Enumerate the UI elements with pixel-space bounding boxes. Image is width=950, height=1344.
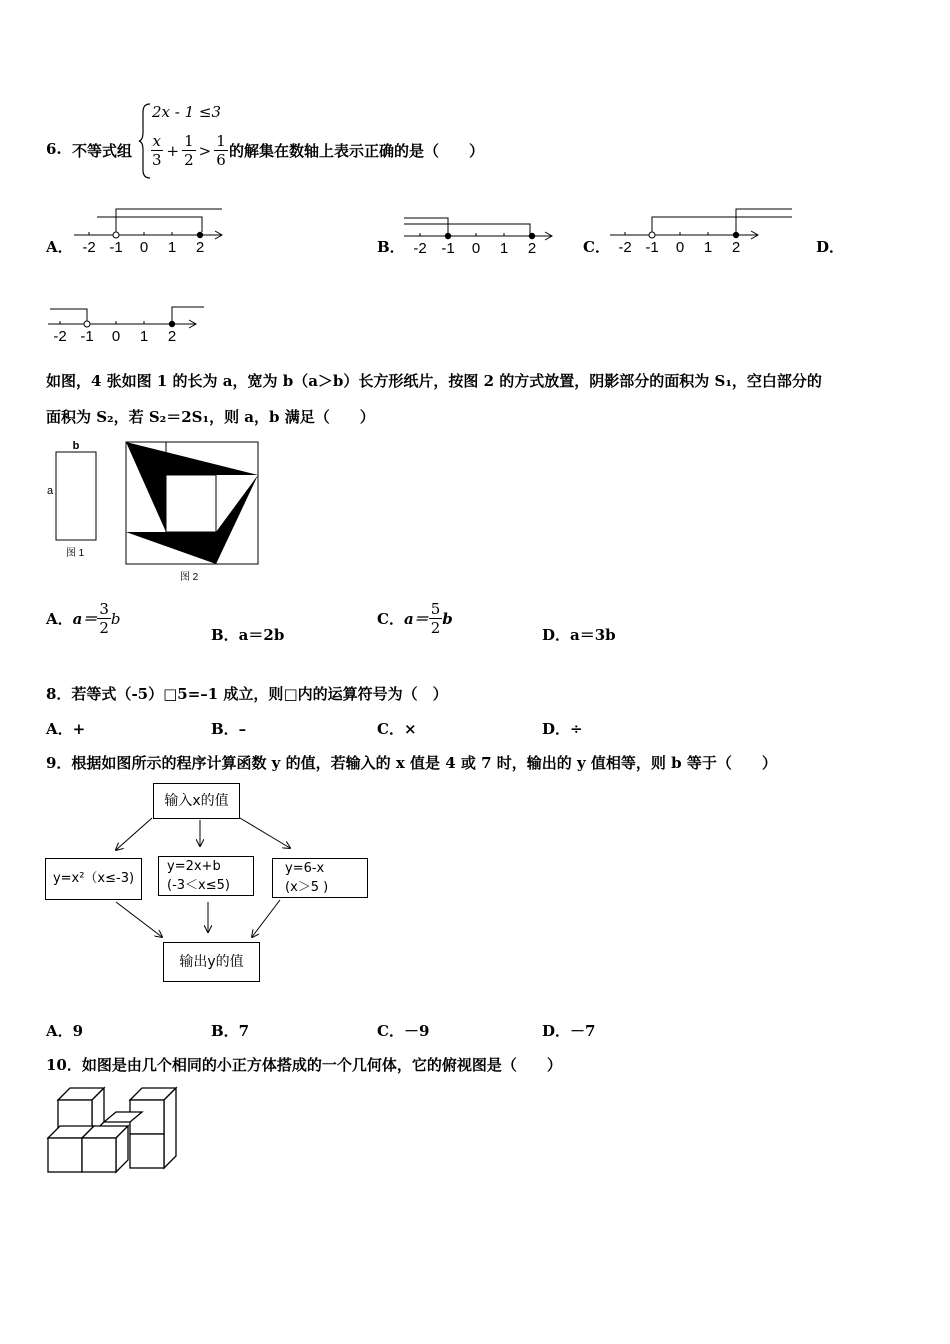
- svg-text:2: 2: [527, 240, 537, 257]
- svg-text:1: 1: [167, 239, 177, 256]
- svg-text:-1: -1: [645, 239, 659, 256]
- q9-flow-output-box: 输出y的值: [163, 942, 260, 982]
- q7-option-d[interactable]: D．a＝3b: [542, 626, 616, 644]
- q8-option-c[interactable]: C．×: [377, 720, 417, 738]
- q6-option-a-numberline: [72, 205, 227, 257]
- q9-flow-right-box: y=6-x (x＞5 ): [272, 858, 368, 898]
- svg-text:0: 0: [111, 328, 121, 345]
- q9-flow-left-box: y=x²（x≤-3): [45, 858, 142, 900]
- q10-cube-figure: [44, 1082, 184, 1177]
- q9-option-d[interactable]: D．－7: [542, 1022, 596, 1040]
- q6-option-b-numberline: [402, 212, 557, 257]
- q8-option-d[interactable]: D．÷: [542, 720, 583, 738]
- q6-option-d-numberline: [46, 300, 206, 345]
- svg-text:b: b: [72, 440, 80, 452]
- svg-text:-1: -1: [441, 240, 455, 257]
- svg-text:-1: -1: [80, 328, 94, 345]
- svg-text:-2: -2: [618, 239, 632, 256]
- svg-text:1: 1: [139, 328, 149, 345]
- q7-option-c[interactable]: C． a＝ $\frac{5}{2}$ b: [377, 600, 453, 637]
- q7-option-a[interactable]: A． a＝ $\frac{3}{2}$ b: [46, 600, 121, 637]
- svg-text:2: 2: [167, 328, 177, 345]
- svg-text:1: 1: [703, 239, 713, 256]
- q6-frac-sixth: $\frac{1}{6}$: [216, 132, 226, 169]
- svg-text:2: 2: [195, 239, 205, 256]
- svg-text:a: a: [46, 485, 54, 497]
- q6-option-c-numberline: [608, 205, 798, 257]
- q9-flow-mid-box: y=2x+b (-3＜x≤5): [158, 856, 254, 896]
- q6-frac-x: $\frac{x}{3}$: [152, 132, 162, 169]
- svg-text:-2: -2: [82, 239, 96, 256]
- q6-suffix: 的解集在数轴上表示正确的是（ ）: [229, 142, 485, 160]
- q7-figure-1: [44, 438, 104, 563]
- q6-number: 6.: [46, 140, 62, 158]
- q8-option-a[interactable]: A．+: [46, 720, 86, 738]
- q6-option-a-label[interactable]: A．: [46, 238, 73, 256]
- svg-text:-1: -1: [109, 239, 123, 256]
- q9-option-c[interactable]: C．－9: [377, 1022, 430, 1040]
- q7-option-b[interactable]: B．a＝2b: [211, 626, 285, 644]
- q7-figure-2: [124, 440, 266, 585]
- q9-flow-input-box: 输入x的值: [153, 783, 240, 819]
- svg-text:图 2: 图 2: [179, 572, 199, 583]
- svg-text:图 1: 图 1: [65, 548, 85, 559]
- q6-frac-half: $\frac{1}{2}$: [184, 132, 194, 169]
- svg-text:-2: -2: [413, 240, 427, 257]
- q7-line1: 如图，4 张如图 1 的长为 a，宽为 b（a＞b）长方形纸片，按图 2 的方式放置，阴影部分的面积为 S₁，空白部分的: [46, 372, 822, 390]
- svg-text:0: 0: [675, 239, 685, 256]
- svg-text:2: 2: [731, 239, 741, 256]
- q6-option-b-label[interactable]: B．: [377, 238, 405, 256]
- q6-option-d-label[interactable]: D．: [816, 238, 845, 256]
- svg-text:1: 1: [499, 240, 509, 257]
- q6-prefix: 不等式组: [72, 142, 133, 160]
- q7-line2: 面积为 S₂，若 S₂＝2S₁，则 a，b 满足（ ）: [46, 408, 375, 426]
- q8-text: 8．若等式（-5）□5=–1 成立，则□内的运算符号为（ ）: [46, 685, 448, 703]
- q9-option-b[interactable]: B．7: [211, 1022, 250, 1040]
- q9-option-a[interactable]: A．9: [46, 1022, 84, 1040]
- svg-text:-2: -2: [53, 328, 67, 345]
- svg-text:0: 0: [471, 240, 481, 257]
- q6-option-c-label[interactable]: C．: [583, 238, 610, 256]
- q10-text: 10．如图是由几个相同的小正方体搭成的一个几何体，它的俯视图是（ ）: [46, 1056, 562, 1074]
- svg-text:0: 0: [139, 239, 149, 256]
- q9-text: 9．根据如图所示的程序计算函数 y 的值，若输入的 x 值是 4 或 7 时，输出的 y 值相等，则 b 等于（ ）: [46, 754, 777, 772]
- q6-system-line2: $\frac{x}{3}$ + $\frac{1}{2}$ > $\frac{1}{6}$: [152, 132, 226, 169]
- q6-system-line1: 2x - 1 ≤3: [152, 103, 222, 121]
- q8-option-b[interactable]: B．–: [211, 720, 247, 738]
